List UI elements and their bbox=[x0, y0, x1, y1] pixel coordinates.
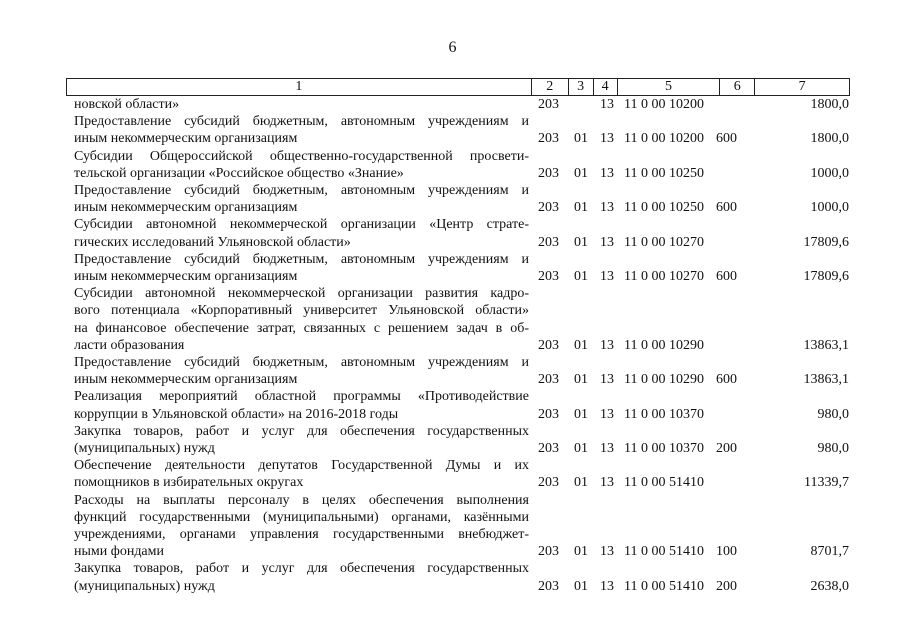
table-row bbox=[0, 216, 905, 250]
description-line: Субсидии автономной некоммерческой организации «Центр страте- bbox=[74, 217, 529, 233]
target-article-code: 11 0 00 10200 bbox=[624, 97, 704, 113]
subsection-code-2: 13 bbox=[600, 269, 614, 285]
column-header-1: 1 bbox=[67, 79, 532, 95]
section-code: 203 bbox=[538, 131, 559, 147]
target-article-code: 11 0 00 51410 bbox=[624, 578, 704, 594]
description-line: иным некоммерческим организациям bbox=[74, 131, 298, 147]
expense-type-code: 600 bbox=[716, 200, 737, 216]
row-values bbox=[0, 165, 905, 182]
subsection-code-2: 13 bbox=[600, 337, 614, 353]
row-values bbox=[0, 371, 905, 388]
section-code: 203 bbox=[538, 406, 559, 422]
section-code: 203 bbox=[538, 234, 559, 250]
subsection-code: 01 bbox=[574, 269, 588, 285]
section-code: 203 bbox=[538, 165, 559, 181]
subsection-code-2: 13 bbox=[600, 131, 614, 147]
row-values bbox=[0, 440, 905, 457]
table-row bbox=[0, 560, 905, 594]
subsection-code-2: 13 bbox=[600, 578, 614, 594]
table-row bbox=[0, 423, 905, 457]
section-code: 203 bbox=[538, 269, 559, 285]
target-article-code: 11 0 00 51410 bbox=[624, 544, 704, 560]
section-code: 203 bbox=[538, 372, 559, 388]
target-article-code: 11 0 00 10250 bbox=[624, 165, 704, 181]
target-article-code: 11 0 00 10290 bbox=[624, 337, 704, 353]
expense-type-code: 600 bbox=[716, 372, 737, 388]
section-code: 203 bbox=[538, 200, 559, 216]
description-line: Субсидии автономной некоммерческой организации развития кадро- bbox=[74, 286, 529, 302]
description-line: тельской организации «Российское общество «Знание» bbox=[74, 165, 404, 181]
subsection-code: 01 bbox=[574, 131, 588, 147]
target-article-code: 11 0 00 51410 bbox=[624, 475, 704, 491]
description-line: Субсидии Общероссийской общественно-государственной просвети- bbox=[74, 148, 529, 164]
column-header-6: 6 bbox=[720, 79, 755, 95]
target-article-code: 11 0 00 10370 bbox=[624, 406, 704, 422]
table-row bbox=[0, 251, 905, 285]
row-values bbox=[0, 337, 905, 354]
page-number: 6 bbox=[448, 39, 457, 56]
description-line: на финансовое обеспечение затрат, связанных с решением задач в об- bbox=[74, 320, 529, 336]
description-line: функций государственными (муниципальными) органами, казёнными bbox=[74, 509, 529, 525]
row-values bbox=[0, 268, 905, 285]
subsection-code-2: 13 bbox=[600, 441, 614, 457]
table-body bbox=[0, 96, 905, 595]
subsection-code-2: 13 bbox=[600, 372, 614, 388]
target-article-code: 11 0 00 10290 bbox=[624, 372, 704, 388]
amount-value: 8701,7 bbox=[810, 544, 849, 560]
subsection-code-2: 13 bbox=[600, 406, 614, 422]
subsection-code: 01 bbox=[574, 578, 588, 594]
table-row bbox=[0, 96, 905, 113]
section-code: 203 bbox=[538, 441, 559, 457]
target-article-code: 11 0 00 10270 bbox=[624, 234, 704, 250]
amount-value: 13863,1 bbox=[803, 337, 849, 353]
column-header-7: 7 bbox=[798, 79, 806, 94]
subsection-code: 01 bbox=[574, 544, 588, 560]
table-row bbox=[0, 492, 905, 561]
expense-type-code: 200 bbox=[716, 578, 737, 594]
row-values bbox=[0, 578, 905, 595]
target-article-code: 11 0 00 10200 bbox=[624, 131, 704, 147]
amount-value: 2638,0 bbox=[810, 578, 849, 594]
subsection-code: 01 bbox=[574, 406, 588, 422]
row-values bbox=[0, 199, 905, 216]
target-article-code: 11 0 00 10270 bbox=[624, 269, 704, 285]
description-line: помощников в избирательных округах bbox=[74, 475, 304, 491]
target-article-code: 11 0 00 10250 bbox=[624, 200, 704, 216]
column-header-5: 5 bbox=[618, 79, 721, 95]
description-line: Предоставление субсидий бюджетным, автономным учреждениям и bbox=[74, 355, 529, 371]
subsection-code: 01 bbox=[574, 234, 588, 250]
table-row bbox=[0, 182, 905, 216]
description-line: Реализация мероприятий областной программы «Противодействие bbox=[74, 389, 529, 405]
table-row bbox=[0, 285, 905, 354]
section-code: 203 bbox=[538, 337, 559, 353]
subsection-code: 01 bbox=[574, 337, 588, 353]
description-line: Закупка товаров, работ и услуг для обеспечения государственных bbox=[74, 561, 529, 577]
subsection-code: 01 bbox=[574, 441, 588, 457]
subsection-code: 01 bbox=[574, 165, 588, 181]
table-row bbox=[0, 457, 905, 491]
section-code: 203 bbox=[538, 578, 559, 594]
subsection-code-2: 13 bbox=[600, 200, 614, 216]
row-values bbox=[0, 543, 905, 560]
subsection-code-2: 13 bbox=[600, 97, 614, 113]
description-line: иным некоммерческим организациям bbox=[74, 269, 298, 285]
amount-value: 11339,7 bbox=[804, 475, 849, 491]
description-line: (муниципальных) нужд bbox=[74, 441, 215, 457]
description-line: ласти образования bbox=[74, 337, 185, 353]
table-row bbox=[0, 148, 905, 182]
subsection-code: 01 bbox=[574, 372, 588, 388]
description-line: ными фондами bbox=[74, 544, 165, 560]
description-line: Расходы на выплаты персоналу в целях обеспечения выполнения bbox=[74, 492, 529, 508]
table-row bbox=[0, 388, 905, 422]
expense-type-code: 600 bbox=[716, 269, 737, 285]
section-code: 203 bbox=[538, 97, 559, 113]
row-values bbox=[0, 130, 905, 147]
amount-value: 980,0 bbox=[817, 441, 849, 457]
amount-value: 980,0 bbox=[817, 406, 849, 422]
amount-value: 1800,0 bbox=[810, 131, 849, 147]
section-code: 203 bbox=[538, 544, 559, 560]
amount-value: 1800,0 bbox=[810, 97, 849, 113]
subsection-code-2: 13 bbox=[600, 475, 614, 491]
column-header-2: 2 bbox=[532, 79, 569, 95]
expense-type-code: 200 bbox=[716, 441, 737, 457]
description-line: Обеспечение деятельности депутатов Государственной Думы и их bbox=[74, 458, 529, 474]
description-line: Предоставление субсидий бюджетным, автономным учреждениям и bbox=[74, 114, 529, 130]
table-row bbox=[0, 113, 905, 147]
description-line: коррупции в Ульяновской области» на 2016-2018 годы bbox=[74, 406, 399, 422]
amount-value: 17809,6 bbox=[803, 269, 849, 285]
expense-type-code: 100 bbox=[716, 544, 737, 560]
description-line: Предоставление субсидий бюджетным, автономным учреждениям и bbox=[74, 183, 529, 199]
row-values bbox=[0, 234, 905, 251]
amount-value: 1000,0 bbox=[810, 200, 849, 216]
section-code: 203 bbox=[538, 475, 559, 491]
row-values bbox=[0, 96, 905, 113]
description-line: иным некоммерческим организациям bbox=[74, 372, 298, 388]
amount-value: 17809,6 bbox=[803, 234, 849, 250]
column-header-3: 3 bbox=[569, 79, 594, 95]
table-header bbox=[66, 78, 850, 96]
description-line: иным некоммерческим организациям bbox=[74, 200, 298, 216]
description-line: учреждениями, органами управления государственными внебюджет- bbox=[74, 527, 529, 543]
description-line: гических исследований Ульяновской области» bbox=[74, 234, 351, 250]
table-row bbox=[0, 354, 905, 388]
amount-value: 13863,1 bbox=[803, 372, 849, 388]
description-line: Предоставление субсидий бюджетным, автономным учреждениям и bbox=[74, 251, 529, 267]
description-line: новской области» bbox=[74, 97, 180, 112]
row-values bbox=[0, 474, 905, 491]
description-line: (муниципальных) нужд bbox=[74, 578, 215, 594]
description-line: вого потенциала «Корпоративный университет Ульяновской области» bbox=[74, 303, 529, 319]
target-article-code: 11 0 00 10370 bbox=[624, 441, 704, 457]
subsection-code-2: 13 bbox=[600, 544, 614, 560]
description-line: Закупка товаров, работ и услуг для обеспечения государственных bbox=[74, 423, 529, 439]
subsection-code: 01 bbox=[574, 200, 588, 216]
expense-type-code: 600 bbox=[716, 131, 737, 147]
subsection-code-2: 13 bbox=[600, 165, 614, 181]
row-values bbox=[0, 406, 905, 423]
column-header-4: 4 bbox=[594, 79, 618, 95]
subsection-code: 01 bbox=[574, 475, 588, 491]
subsection-code-2: 13 bbox=[600, 234, 614, 250]
amount-value: 1000,0 bbox=[810, 165, 849, 181]
